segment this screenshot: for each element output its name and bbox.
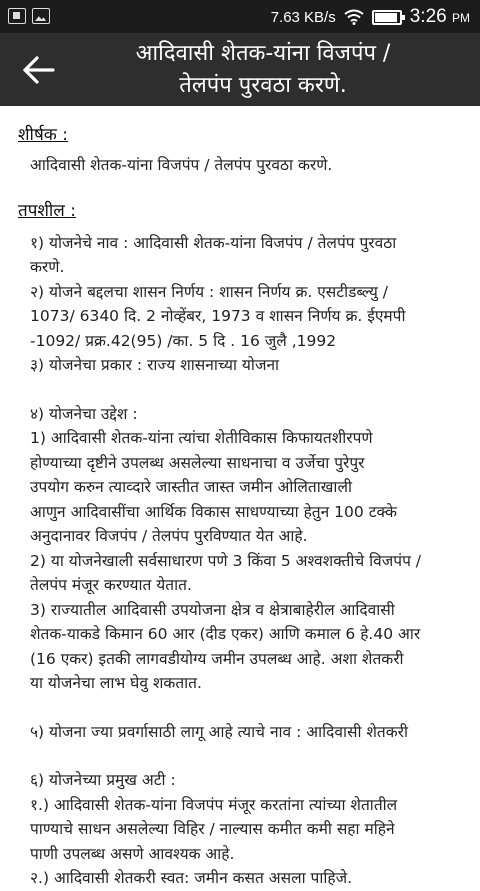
network-speed: 7.63 KB/s [271, 9, 336, 26]
heading-label: शीर्षक : [18, 122, 462, 145]
detail-line: होण्याच्या दृष्टीने उपलब्ध असलेल्या साधनाचा व उर्जेचा पुरेपुर [18, 451, 462, 476]
detail-line: उपयोग करुन त्याव्दारे जास्तीत जास्त जमीन ओलिताखाली [18, 475, 462, 500]
detail-line: ३) योजनेचा प्रकार : राज्य शासनाच्या योजना [18, 353, 462, 378]
image-icon [32, 8, 50, 24]
detail-line: तेलपंप मंजूर करण्यात येतात. [18, 573, 462, 598]
clock-ampm: PM [452, 11, 470, 25]
clock [410, 6, 470, 28]
detail-line: पाणी उपलब्ध असणे आवश्यक आहे. [18, 842, 462, 867]
status-right [271, 6, 470, 28]
detail-line: 3) राज्यातील आदिवासी उपयोजना क्षेत्र व क्षेत्राबाहेरील आदिवासी [18, 598, 462, 623]
detail-line: 2) या योजनेखाली सर्वसाधारण पणे 3 किंवा 5 अश्वशक्तीचे विजपंप / [18, 549, 462, 574]
notification-icons [8, 8, 50, 24]
app-bar [0, 33, 480, 106]
detail-line: ५) योजना ज्या प्रवर्गासाठी लागू आहे त्याचे नाव : आदिवासी शेतकरी [18, 720, 462, 745]
wifi-icon [344, 9, 364, 25]
detail-line: अनुदानावर विजपंप / तेलपंप पुरविण्यात येत आहे. [18, 524, 462, 549]
detail-line: ६) योजनेच्या प्रमुख अटी : [18, 768, 462, 793]
page-title-line-1: आदिवासी शेतक-यांना विजपंप / [86, 38, 440, 70]
message-icon [8, 8, 26, 24]
detail-line: २) योजने बद्दलचा शासन निर्णय : शासन निर्णय क्र. एसटीडब्ल्यु / [18, 280, 462, 305]
page-title-line-2: तेलपंप पुरवठा करणे. [86, 70, 440, 102]
detail-line: ४) योजनेचा उद्देश : [18, 402, 462, 427]
details-label: तपशील : [18, 198, 462, 221]
clock-time: 3:26 [410, 6, 447, 27]
detail-line: (16 एकर) इतकी लागवडीयोग्य जमीन उपलब्ध आहे. अशा शेतकरी [18, 647, 462, 672]
paragraph-gap [18, 378, 462, 402]
scheme-details[interactable] [0, 106, 480, 853]
heading-text: आदिवासी शेतक-यांना विजपंप / तेलपंप पुरवठा करणे. [18, 153, 462, 178]
detail-line: -1092/ प्रक्र.42(95) /का. 5 दि . 16 जुलै ,1992 [18, 329, 462, 354]
battery-level [375, 13, 398, 22]
detail-line: पाण्याचे साधन असलेल्या विहिर / नाल्यास कमीत कमी सहा महिने [18, 817, 462, 842]
detail-line: २.) आदिवासी शेतकरी स्वत: जमीन कसत असला पाहिजे. [18, 866, 462, 891]
detail-line: 1073/ 6340 दि. 2 नोव्हेंबर, 1973 व शासन निर्णय क्र. ईएमपी [18, 304, 462, 329]
page-title [86, 38, 440, 102]
back-arrow-icon[interactable] [22, 55, 56, 85]
paragraph-gap [18, 744, 462, 768]
detail-line: १.) आदिवासी शेतक-यांना विजपंप मंजूर करतांना त्यांच्या शेतातील [18, 793, 462, 818]
detail-line: 1) आदिवासी शेतक-यांना त्यांचा शेतीविकास किफायतशीरपणे [18, 426, 462, 451]
detail-line: करणे. [18, 255, 462, 280]
battery-icon [372, 10, 402, 25]
detail-line: शेतक-याकडे किमान 60 आर (दीड एकर) आणि कमाल 6 हे.40 आर [18, 622, 462, 647]
detail-line: या योजनेचा लाभ घेवु शकतात. [18, 671, 462, 696]
status-bar [0, 0, 480, 33]
detail-line: आणुन आदिवासींचा आर्थिक विकास साधण्याच्या हेतुन 100 टक्के [18, 500, 462, 525]
detail-line: १) योजनेचे नाव : आदिवासी शेतक-यांना विजपंप / तेलपंप पुरवठा [18, 231, 462, 256]
paragraph-gap [18, 696, 462, 720]
details-body [18, 231, 462, 891]
